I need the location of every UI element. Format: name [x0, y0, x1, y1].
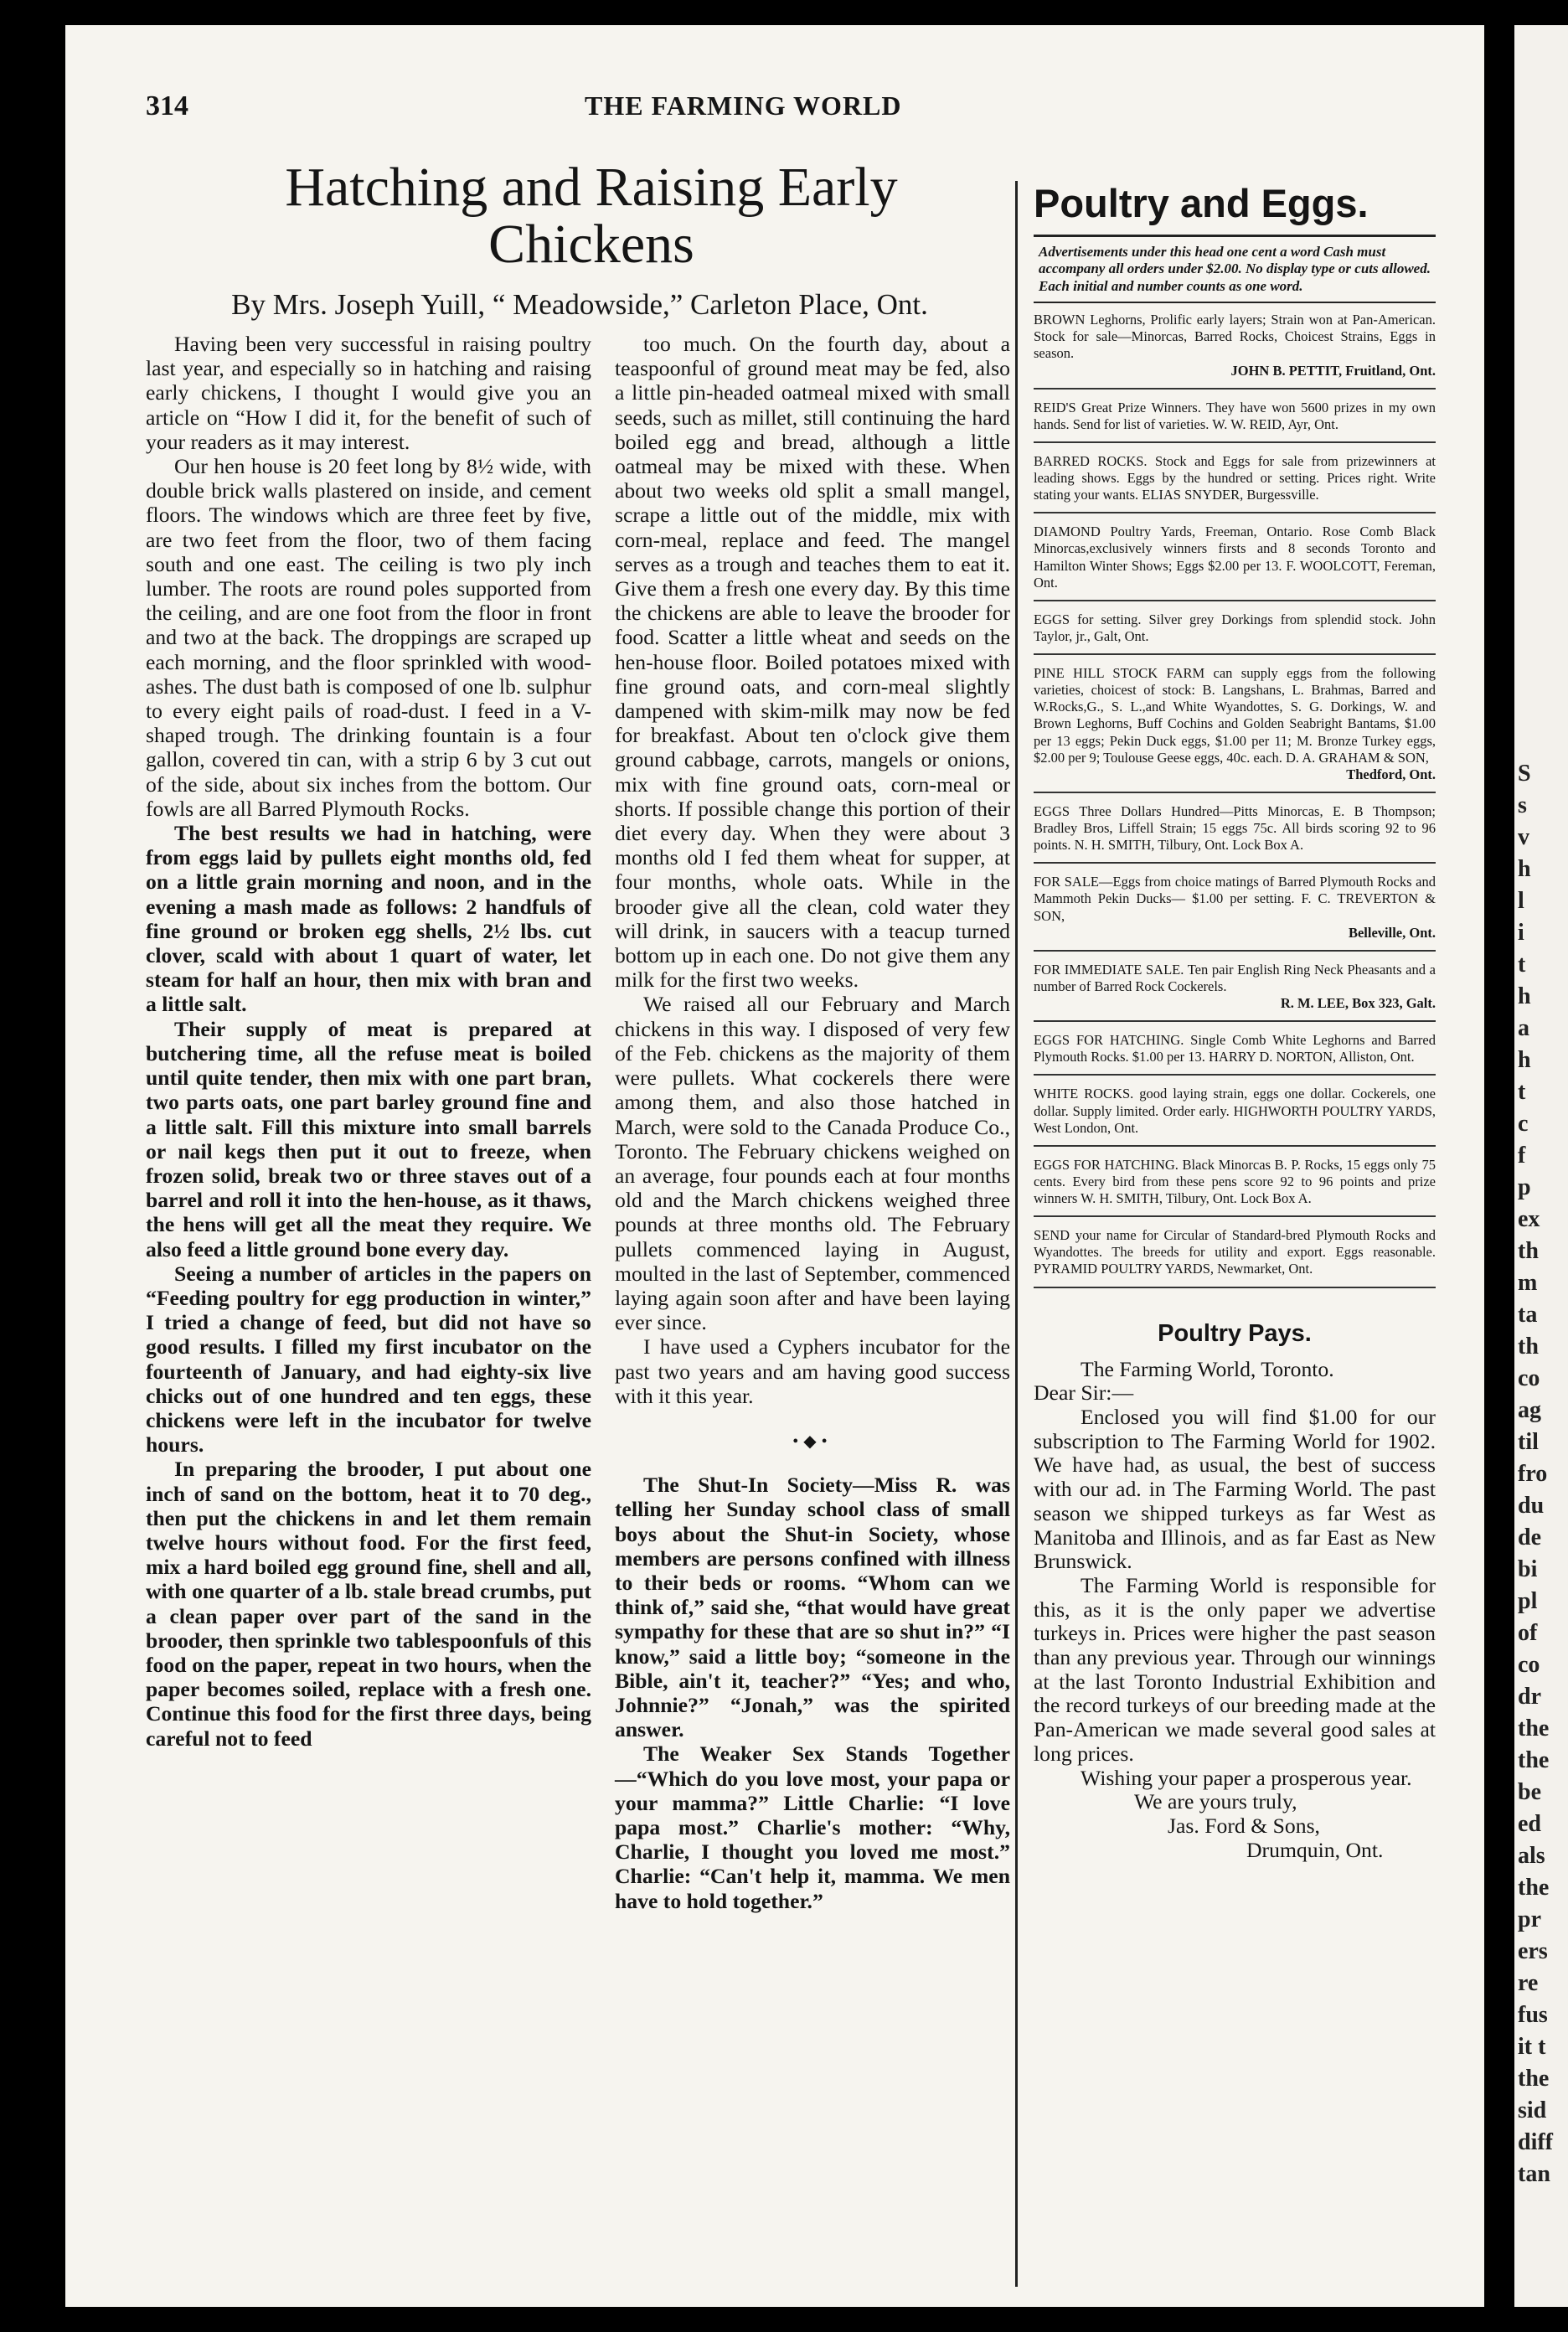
classified-ad [1034, 665, 1436, 783]
ad-separator-rule [1034, 1074, 1436, 1076]
anecdote-weaker-sex: The Weaker Sex Stands Together—“Which do you love most, your papa or your mamma?” Little Charlie: “I love papa most.” Charlie's mother: “Why, Charlie, I thought you loved me most.” Charlie: “Can't help it, mamma. We men have to hold together.” [615, 1741, 1010, 1913]
ad-separator-rule [1034, 600, 1436, 601]
adjacent-page-fragment: re [1518, 1970, 1539, 1996]
adjacent-page-fragment: ex [1518, 1206, 1540, 1232]
adjacent-page-fragment: ed [1518, 1811, 1541, 1837]
adjacent-page-fragment: pr [1518, 1906, 1541, 1932]
letter-paragraph: Wishing your paper a prosperous year. [1081, 1765, 1412, 1790]
adjacent-page-fragment: the [1518, 1875, 1550, 1901]
classified-ad [1034, 1227, 1436, 1277]
adjacent-page-fragment: du [1518, 1493, 1545, 1519]
ad-separator-rule [1034, 1145, 1436, 1147]
article-paragraph: I have used a Cyphers incubator for the past two years and am having good success with it this year. [615, 1334, 1010, 1408]
classified-ad-text: BARRED ROCKS. Stock and Eggs for sale from prizewinners at leading shows. Eggs by the hundred or setting. Prices right. Write stating your wants. ELIAS SNYDER, Burgessville. [1034, 452, 1436, 503]
adjacent-page-fragment: h [1518, 983, 1531, 1009]
adjacent-page-fragment: s [1518, 792, 1527, 818]
poultry-section-title: Poultry and Eggs. [1034, 181, 1369, 225]
classified-ad [1034, 1032, 1436, 1065]
letter [1034, 1358, 1436, 1863]
article-title: Hatching and Raising Early Chickens [285, 157, 898, 275]
running-head: THE FARMING WORLD [585, 90, 902, 121]
adjacent-page-fragment: til [1518, 1429, 1539, 1455]
classified-ad-text: PINE HILL STOCK FARM can supply eggs from the following varieties, choicest of stock: B. Langshans, L. Brahmas, Barred and W.Rocks,G., S. L.,and White Wyandottes, S. G. Dorkings, W. and Brown Leghorns, Buff Cochins and Golden Seabright Bantams, $1.00 per 13 eggs; Pekin Duck eggs, $1.00 per 11; M. Bronze Turkey eggs, $2.00 per 9; Toulouse Geese eggs, 40c. each. D. A. GRAHAM & SON, [1034, 665, 1436, 766]
classified-ad [1034, 312, 1436, 379]
letter-salutation: Dear Sir:— [1034, 1380, 1134, 1406]
classified-ad-signature: JOHN B. PETTIT, Fruitland, Ont. [1230, 362, 1436, 379]
classified-ad [1034, 524, 1436, 591]
letter-address: The Farming World, Toronto. [1081, 1356, 1334, 1381]
classified-ad-text: DIAMOND Poultry Yards, Freeman, Ontario. Rose Comb Black Minorcas,exclusively winners firsts and 8 seconds Toronto and Hamilton Winter Shows; Eggs $2.00 per 13. F. WOOLCOTT, Fereman, Ont. [1034, 524, 1436, 591]
ad-separator-rule [1034, 1287, 1436, 1288]
article-column-1 [146, 332, 591, 1751]
poultry-and-eggs-section [1034, 181, 1436, 1862]
adjacent-page-fragment: fus [1518, 2002, 1548, 2028]
adjacent-page-fragment: ag [1518, 1397, 1541, 1423]
adjacent-page-fragment: ta [1518, 1302, 1538, 1328]
adjacent-page-fragment: i [1518, 920, 1524, 946]
classified-ad [1034, 874, 1436, 942]
ad-separator-rule [1034, 862, 1436, 864]
article-paragraph: Our hen house is 20 feet long by 8½ wide, with double brick walls plastered on inside, and cement floors. The windows which are three feet by five, are two feet from the floor, two of them facing south and one east. The ceiling is two ply inch lumber. The roots are round poles supported from the ceiling, and are one foot from the floor in front and two at the back. The droppings are scraped up each morning, and the floor sprinkled with wood-ashes. The dust bath is composed of one lb. sulphur to every eight pails of road-dust. I feed in a V-shaped trough. The drinking fountain is a four gallon, covered tin can, with a strip 6 by 3 cut out of the side, about six inches from the bottom. Our fowls are all Barred Plymouth Rocks. [146, 454, 591, 821]
article-paragraph: Having been very successful in raising poultry last year, and especially so in hatching and raising early chickens, I thought I would give you an article on “How I did it, for the benefit of such of your readers as it may interest. [146, 332, 591, 454]
classified-ad-text: EGGS Three Dollars Hundred—Pitts Minorcas, E. B Thompson; Bradley Bros, Liffell Strain; 15 eggs 75c. All birds scoring 92 to 96 points. N. H. SMITH, Tilbury, Ont. Lock Box A. [1034, 802, 1436, 854]
article-paragraph: We raised all our February and March chickens in this way. I disposed of very few of the Feb. chickens as the majority of them were pullets. What cockerels there were among them, and also those hatched in March, were sold to the Canada Produce Co., Toronto. The February chickens weighed on an average, four pounds each at four months old and the March chickens weighed three pounds at three months old. The February pullets commenced laying in August, moulted in the last of September, commenced laying again soon after and have been laying ever since. [615, 992, 1010, 1335]
notice-rule [1034, 302, 1436, 303]
column-divider [1015, 181, 1018, 2287]
adjacent-page-fragment: m [1518, 1270, 1538, 1296]
adjacent-page-fragment: h [1518, 1047, 1531, 1073]
ad-separator-rule [1034, 653, 1436, 655]
adjacent-page-fragment: sid [1518, 2097, 1547, 2123]
article-column-2 [615, 332, 1010, 1913]
adjacent-page-fragment: l [1518, 888, 1524, 914]
classified-ad [1034, 1086, 1436, 1136]
classified-ad-text: FOR IMMEDIATE SALE. Ten pair English Ring Neck Pheasants and a number of Barred Rock Cockerels. [1034, 961, 1436, 994]
letter-paragraph: The Farming World is responsible for this, as it is the only paper we advertise turkeys in. Prices were higher the past season than any previous year. Through our winnings at the last Toronto Industrial Exhibition and the record turkeys of our breeding made at the Pan-American we made several good sales at long prices. [1034, 1572, 1436, 1766]
classified-ad-signature: Thedford, Ont. [1346, 766, 1436, 782]
adjacent-page-fragment: t [1518, 1079, 1526, 1105]
letter-signature-place: Drumquin, Ont. [1246, 1837, 1384, 1862]
adjacent-page-fragment: it t [1518, 2034, 1546, 2060]
adjacent-page-fragment: bi [1518, 1556, 1538, 1582]
article-paragraph: In preparing the brooder, I put about one inch of sand on the bottom, heat it to 70 deg., then put the chickens in and let them remain twelve hours without food. For the first feed, mix a hard boiled egg ground fine, shell and all, with one quarter of a lb. stale bread crumbs, put a clean paper over part of the sand in the brooder, then sprinkle two tablespoonfuls of this food on the paper, repeat in two hours, when the paper becomes soiled, replace with a fresh one. Continue this food for the first three days, being careful not to feed [146, 1457, 591, 1751]
classified-ad-text: EGGS for setting. Silver grey Dorkings from splendid stock. John Taylor, jr., Galt, Ont. [1034, 611, 1436, 644]
title-rule [1034, 235, 1436, 237]
classified-ad-text: BROWN Leghorns, Prolific early layers; Strain won at Pan-American. Stock for sale—Minorcas, Barred Rocks, Choicest Strains, Eggs in season. [1034, 312, 1436, 362]
ad-separator-rule [1034, 950, 1436, 952]
ad-separator-rule [1034, 1215, 1436, 1217]
article-paragraph: Seeing a number of articles in the papers on “Feeding poultry for egg production in winter,” I tried a change of feed, but did not have so good results. I filled my first incubator on the fourteenth of January, and had eighty-six live chicks out of one hundred and ten eggs, these chickens were left in the incubator for twelve hours. [146, 1261, 591, 1458]
ad-separator-rule [1034, 388, 1436, 390]
newspaper-page [65, 25, 1484, 2307]
ad-separator-rule [1034, 512, 1436, 513]
adjacent-page-fragment: of [1518, 1620, 1538, 1646]
classified-ad [1034, 803, 1436, 854]
classified-ads-list [1034, 312, 1436, 1287]
adjacent-page-fragment: p [1518, 1174, 1531, 1200]
adjacent-page-fragment: S [1518, 761, 1531, 787]
classified-ad-text: FOR SALE—Eggs from choice matings of Barred Plymouth Rocks and Mammoth Pekin Ducks— $1.00 per setting. F. C. TREVERTON & SON, [1034, 874, 1436, 924]
classified-ad-text: WHITE ROCKS. good laying strain, eggs one dollar. Cockerels, one dollar. Supply limited. Order early. HIGHWORTH POULTRY YARDS, West London, Ont. [1034, 1086, 1436, 1136]
adjacent-page-fragment: ers [1518, 1938, 1548, 1964]
adjacent-page-fragment: pl [1518, 1588, 1538, 1614]
article-byline: By Mrs. Joseph Yuill, “ Meadowside,” Carleton Place, Ont. [231, 288, 928, 321]
adjacent-page-fragment: tan [1518, 2161, 1550, 2187]
ad-separator-rule [1034, 792, 1436, 793]
adjacent-page-fragment: the [1518, 1715, 1550, 1741]
adjacent-page-fragment: h [1518, 856, 1531, 882]
classified-ad-text: EGGS FOR HATCHING. Single Comb White Leghorns and Barred Plymouth Rocks. $1.00 per 13. HARRY D. NORTON, Alliston, Ont. [1034, 1032, 1436, 1065]
letter-signature-name: Jas. Ford & Sons, [1168, 1813, 1320, 1838]
classified-ad [1034, 400, 1436, 433]
letter-closing: We are yours truly, [1134, 1789, 1297, 1814]
classified-ad-signature: Belleville, Ont. [1348, 924, 1436, 941]
letter-paragraph: Enclosed you will find $1.00 for our subscription to The Farming World for 1902. We have had, as usual, the best of success with our ad. in The Farming World. The past season we shipped turkeys as far West as Manitoba and Illinois, and as far East as New Brunswick. [1034, 1405, 1436, 1574]
article-paragraph: too much. On the fourth day, about a teaspoonful of ground meat may be fed, also a little pin-headed oatmeal mixed with small seeds, such as millet, still continuing the hard boiled egg and bread, although a little oatmeal may be mixed with these. When about two weeks old split a small mangel, scrape a little out of the middle, mix with corn-meal, replace and feed. The mangel serves as a trough and teaches them to eat it. Give them a fresh one every day. By this time the chickens are able to leave the brooder for food. Scatter a little wheat and seeds on the hen-house floor. Boiled potatoes mixed with fine ground oats, and corn-meal slightly dampened with skim-milk may now be fed for breakfast. About ten o'clock give them ground cabbage, carrots, mangels or onions, mix with fine ground oats, corn-meal or shorts. If possible change this portion of their diet every day. When they were about 3 months old I fed them wheat for supper, at four months, whole oats. While in the brooder give all the clean, cold water they will drink, in saucers with a teacup turned bottom up in each one. Do not give them any milk for the first two weeks. [615, 332, 1010, 993]
classified-ad-signature: R. M. LEE, Box 323, Galt. [1280, 995, 1436, 1012]
section-separator: •◆• [792, 1432, 833, 1451]
adjacent-page-fragment: de [1518, 1525, 1541, 1550]
adjacent-page-fragment: a [1518, 1015, 1529, 1041]
adjacent-page-fragment: fro [1518, 1461, 1548, 1487]
adjacent-page-fragment: c [1518, 1111, 1529, 1137]
adjacent-page-fragment: the [1518, 1747, 1550, 1773]
anecdote-shut-in-society: The Shut-In Society—Miss R. was telling her Sunday school class of small boys about the Shut-in Society, whose members are persons confined with illness to their beds or rooms. “Whom can we think of,” said she, “that would have great sympathy for these that are so shut in?” “I know,” said a little boy; “someone in the Bible, ain't it, teacher?” “Yes; and who, Johnnie?” “Jonah,” was the spirited answer. [615, 1473, 1010, 1742]
adjacent-page-fragment: be [1518, 1779, 1541, 1805]
page-number: 314 [146, 90, 188, 121]
adjacent-page-fragment: t [1518, 952, 1526, 978]
classified-ad-text: REID'S Great Prize Winners. They have won 5600 prizes in my own hands. Send for list of varieties. W. W. REID, Ayr, Ont. [1034, 399, 1436, 432]
classified-ad [1034, 611, 1436, 645]
classified-ad [1034, 1157, 1436, 1207]
classified-ad-text: EGGS FOR HATCHING. Black Minorcas B. P. Rocks, 15 eggs only 75 cents. Every bird from these pens score 92 to 96 points and prize winners W. H. SMITH, Tilbury, Ont. Lock Box A. [1034, 1156, 1436, 1207]
advertising-notice: Advertisements under this head one cent a word Cash must accompany all orders under $2.00. No display type or cuts allowed. Each initial and number counts as one word. [1039, 244, 1431, 294]
adjacent-page-fragment: th [1518, 1334, 1539, 1359]
article-paragraph: The best results we had in hatching, were from eggs laid by pullets eight months old, fed on a little grain morning and noon, and in the evening a mash made as follows: 2 handfuls of fine ground or broken egg shells, 2½ lbs. cut clover, scald with about 1 quart of water, let steam for half an hour, then mix with bran and a little salt. [146, 821, 591, 1017]
article-paragraph: Their supply of meat is prepared at butchering time, all the refuse meat is boiled until quite tender, then mix with one part bran, two parts oats, one part barley ground fine and a little salt. Fill this mixture into small barrels or nail kegs then put it out to freeze, when frozen solid, break two or three staves out of a barrel and roll it into the hen-house, as it thaws, the hens will get all the meat they require. We also feed a little ground bone every day. [146, 1016, 591, 1261]
ad-separator-rule [1034, 441, 1436, 443]
classified-ad-text: SEND your name for Circular of Standard-bred Plymouth Rocks and Wyandottes. The breeds for utility and export. Eggs reasonable. PYRAMID POULTRY YARDS, Newmarket, Ont. [1034, 1227, 1436, 1277]
adjacent-page-edge [1514, 25, 1568, 2307]
adjacent-page-fragment: co [1518, 1365, 1540, 1391]
adjacent-page-fragment: als [1518, 1843, 1545, 1869]
letter-title: Poultry Pays. [1158, 1319, 1312, 1347]
adjacent-page-fragment: dr [1518, 1684, 1541, 1710]
classified-ad [1034, 962, 1436, 1012]
classified-ad [1034, 453, 1436, 503]
adjacent-page-fragment: th [1518, 1238, 1539, 1264]
adjacent-page-fragment: co [1518, 1652, 1540, 1678]
adjacent-page-fragment: v [1518, 824, 1529, 850]
adjacent-page-fragment: diff [1518, 2129, 1553, 2155]
adjacent-page-fragment: the [1518, 2066, 1550, 2092]
adjacent-page-fragment: f [1518, 1143, 1526, 1169]
ad-separator-rule [1034, 1020, 1436, 1022]
